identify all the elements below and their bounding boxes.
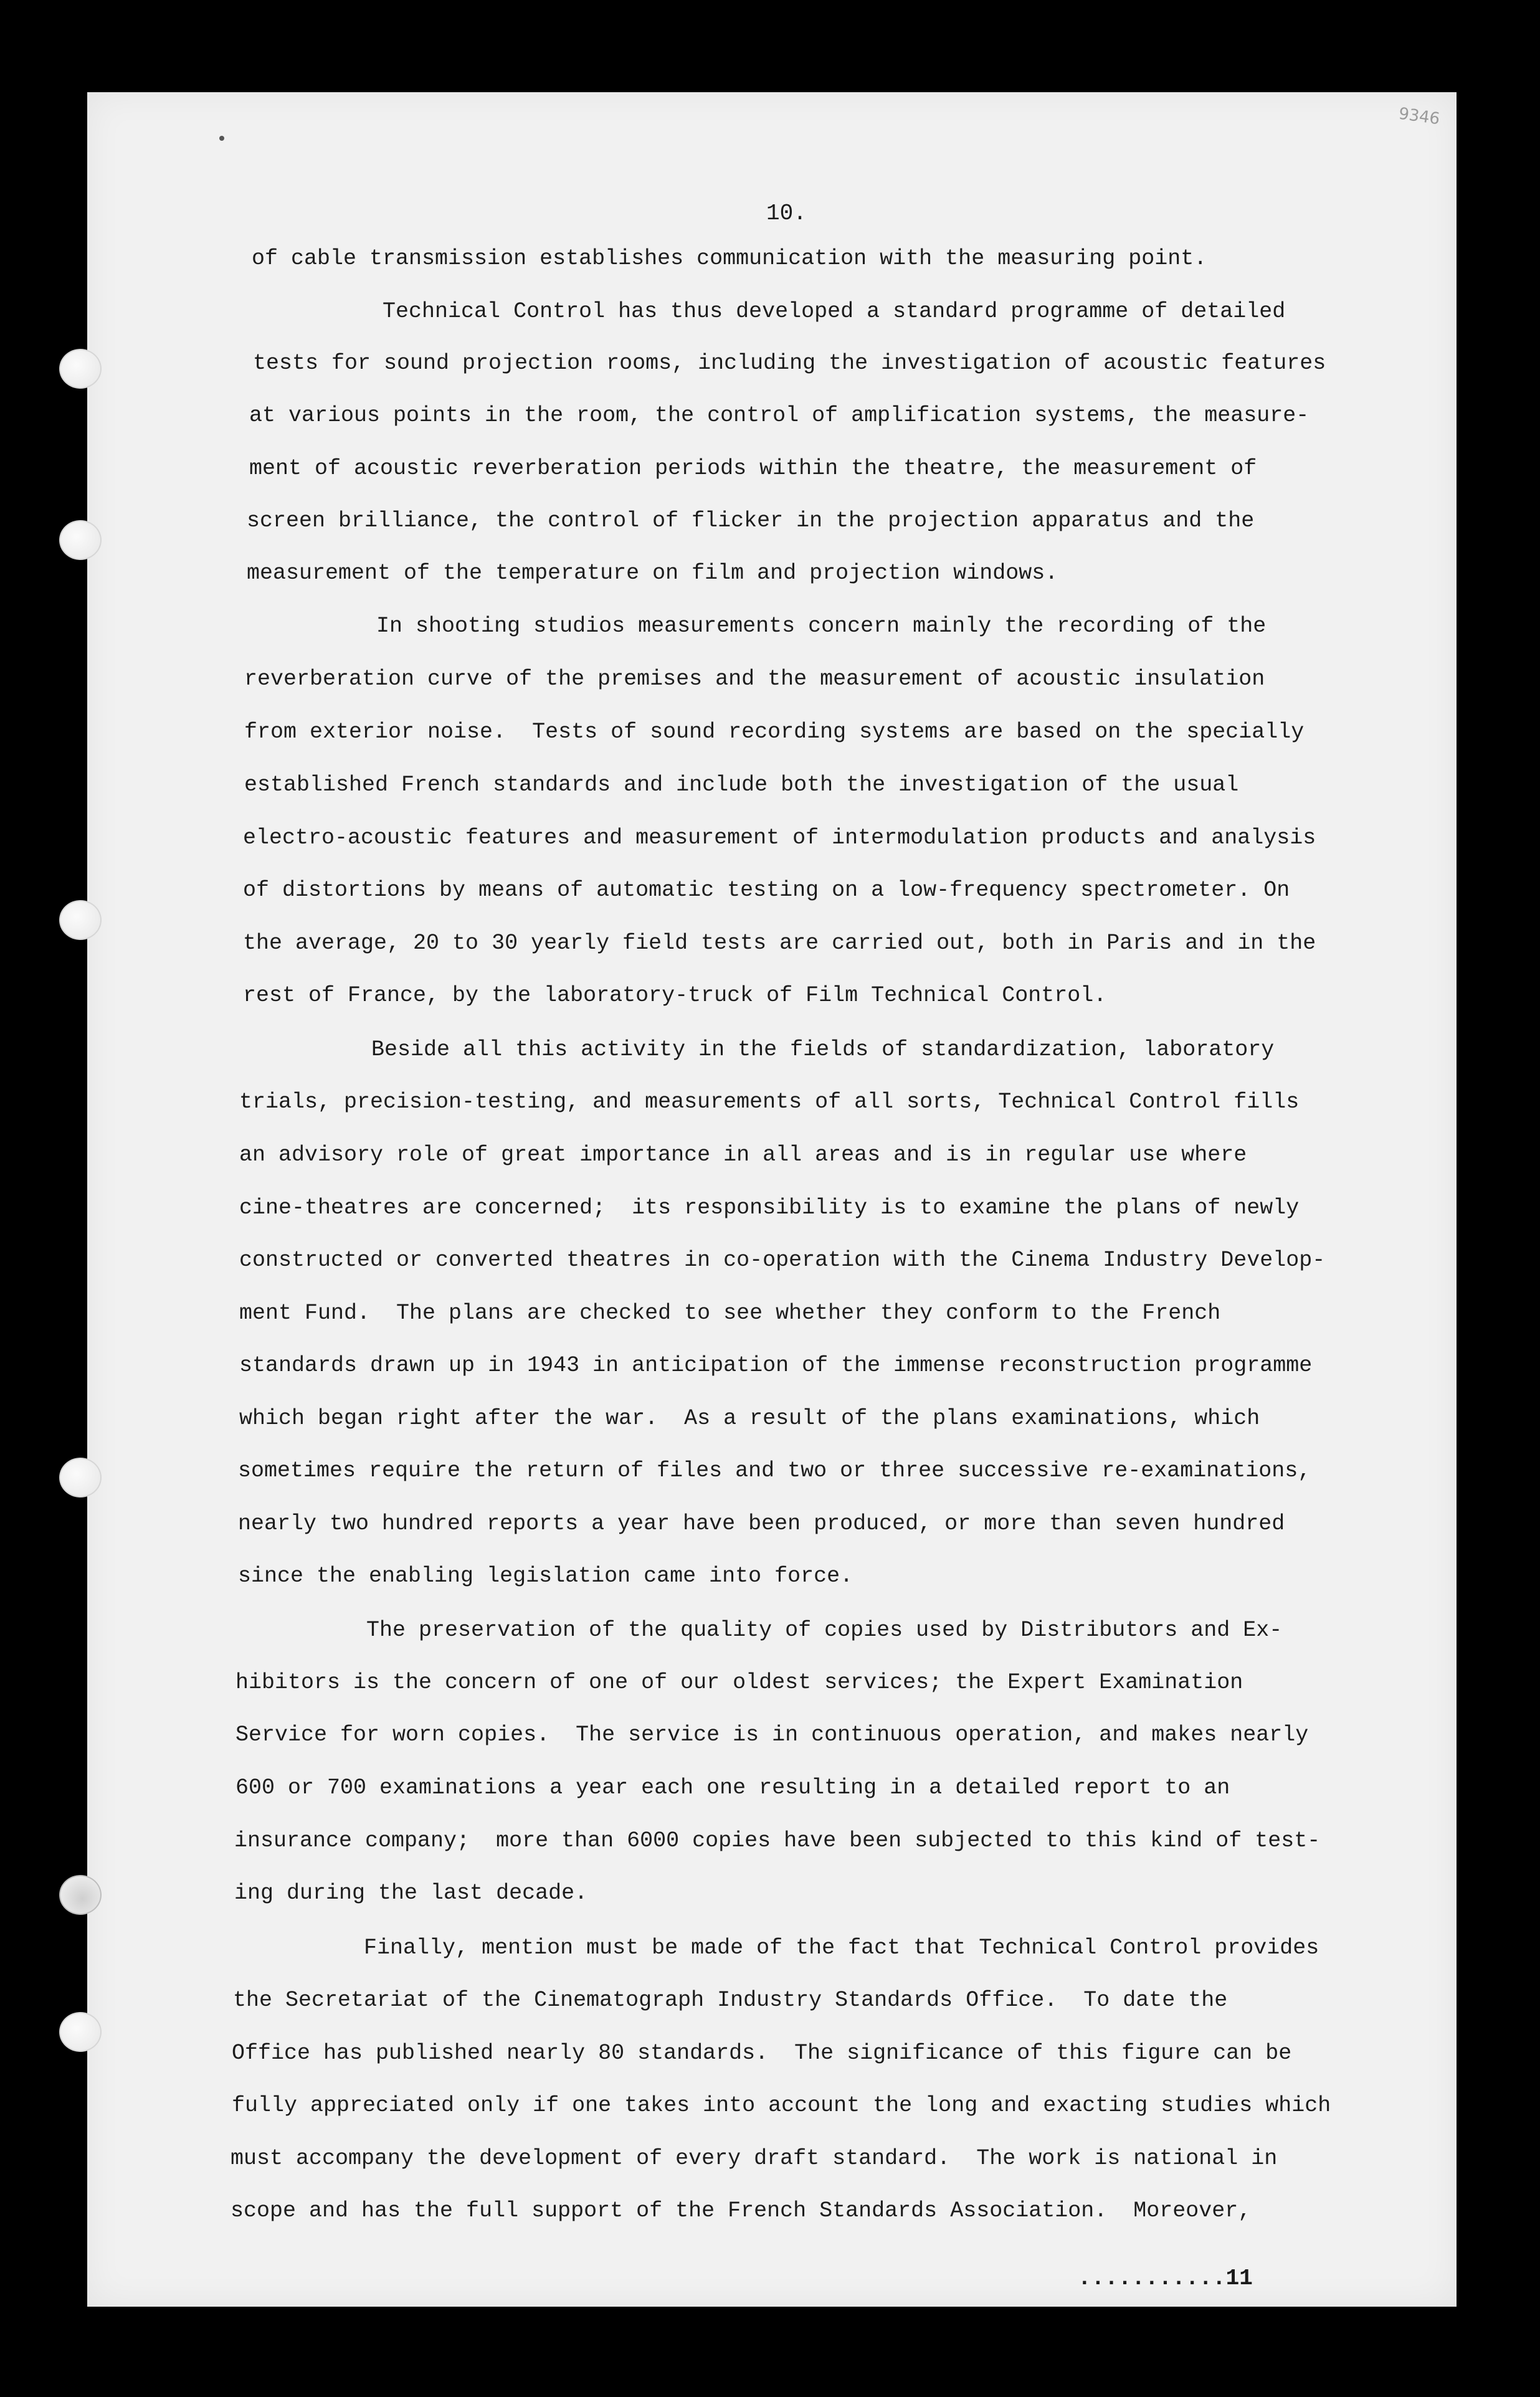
text-line: trials, precision-testing, and measurements of all sorts, Technical Control fills [239, 1089, 1300, 1114]
text-line: In shooting studios measurements concern mainly the recording of the [245, 614, 1267, 638]
text-line: The preservation of the quality of copies used by Distributors and Ex- [235, 1618, 1283, 1643]
text-line: Finally, mention must be made of the fact that Technical Control provides [233, 1935, 1319, 1960]
text-line: 600 or 700 examinations a year each one resulting in a detailed report to an [235, 1775, 1230, 1800]
text-line: must accompany the development of every draft standard. The work is national in [231, 2146, 1278, 2171]
text-line: Service for worn copies. The service is in continuous operation, and makes nearly [235, 1722, 1309, 1747]
text-line: tests for sound projection rooms, including the investigation of acoustic features [253, 351, 1326, 376]
text-line: ment Fund. The plans are checked to see whether they conform to the French [239, 1301, 1221, 1326]
text-line: Technical Control has thus developed a standard programme of detailed [252, 299, 1286, 324]
archive-number: 9346 [1397, 104, 1441, 129]
text-line: ing during the last decade. [234, 1881, 588, 1906]
text-line: of distortions by means of automatic testing on a low-frequency spectrometer. On [243, 878, 1290, 903]
text-line: an advisory role of great importance in all areas and is in regular use where [239, 1142, 1247, 1167]
text-line: electro-acoustic features and measurement of intermodulation products and analysis [243, 825, 1316, 850]
continuation-marker: ...........11 [1078, 2266, 1253, 2291]
punch-hole [59, 2012, 102, 2052]
text-line: of cable transmission establishes communication with the measuring point. [252, 246, 1207, 271]
page-number: 10. [766, 201, 807, 226]
text-line: ment of acoustic reverberation periods within the theatre, the measurement of [249, 456, 1257, 481]
punch-hole [59, 1875, 102, 1915]
text-line: which began right after the war. As a result of the plans examinations, which [239, 1406, 1260, 1431]
text-line: cine-theatres are concerned; its responsibility is to examine the plans of newly [239, 1195, 1300, 1220]
text-line: hibitors is the concern of one of our oldest services; the Expert Examination [235, 1670, 1243, 1695]
punch-hole [59, 349, 102, 389]
text-line: screen brilliance, the control of flicker in the projection apparatus and the [247, 508, 1255, 533]
text-line: Office has published nearly 80 standards. The significance of this figure can be [232, 2041, 1292, 2066]
text-line: standards drawn up in 1943 in anticipation of the immense reconstruction programme [239, 1353, 1313, 1378]
text-line: constructed or converted theatres in co-operation with the Cinema Industry Develop- [239, 1248, 1326, 1273]
text-line: the Secretariat of the Cinematograph Industry Standards Office. To date the [233, 1988, 1228, 2013]
text-line: since the enabling legislation came into force. [238, 1564, 853, 1588]
punch-hole [59, 900, 102, 940]
text-line: established French standards and include both the investigation of the usual [244, 772, 1239, 797]
punch-hole [59, 520, 102, 560]
text-line: the average, 20 to 30 yearly field tests are carried out, both in Paris and in the [243, 931, 1316, 956]
text-line: nearly two hundred reports a year have been produced, or more than seven hundred [238, 1511, 1285, 1536]
speck-mark [219, 136, 224, 141]
text-line: insurance company; more than 6000 copies have been subjected to this kind of test- [234, 1828, 1321, 1853]
text-line: rest of France, by the laboratory-truck of Film Technical Control. [243, 983, 1107, 1008]
text-line: reverberation curve of the premises and the measurement of acoustic insulation [244, 667, 1265, 691]
text-line: sometimes require the return of files and two or three successive re-examinations, [238, 1458, 1311, 1483]
punch-hole [59, 1458, 102, 1498]
text-line: Beside all this activity in the fields of standardization, laboratory [240, 1037, 1275, 1062]
text-line: from exterior noise. Tests of sound recording systems are based on the specially [244, 719, 1305, 744]
text-line: at various points in the room, the control of amplification systems, the measure- [249, 403, 1309, 428]
text-line: scope and has the full support of the French Standards Association. Moreover, [231, 2198, 1252, 2223]
text-line: fully appreciated only if one takes into account the long and exacting studies which [232, 2093, 1331, 2118]
text-line: measurement of the temperature on film and projection windows. [247, 561, 1058, 586]
